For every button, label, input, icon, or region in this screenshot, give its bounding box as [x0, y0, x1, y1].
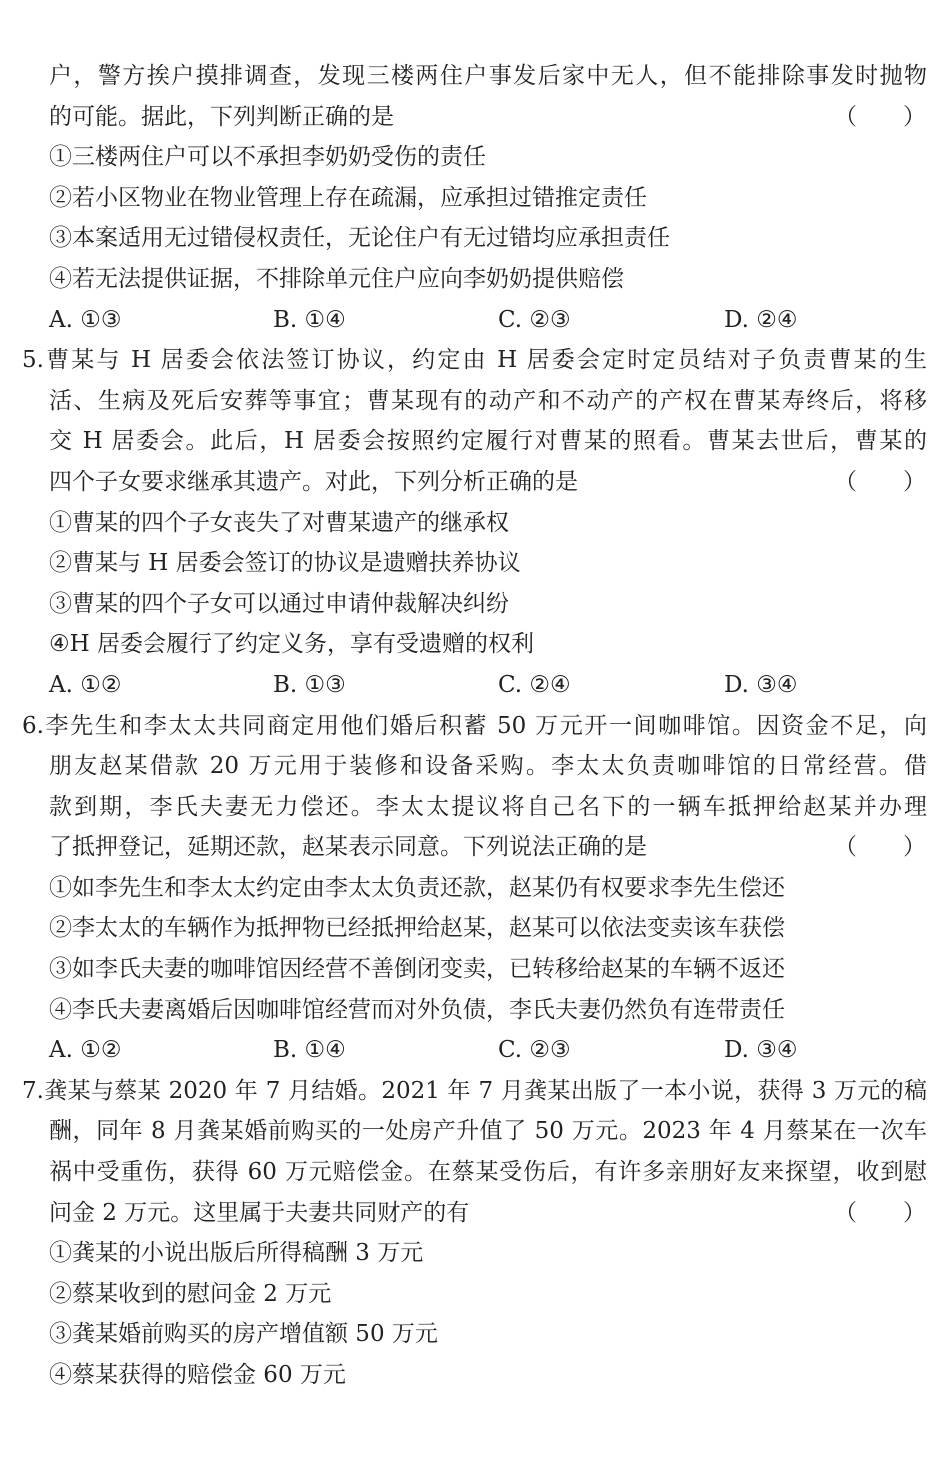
question-6-stem-line: 了抵押登记，延期还款，赵某表示同意。下列说法正确的是 （ ） [0, 827, 950, 868]
question-5-option-3: ③曹某的四个子女可以通过申请仲裁解决纠纷 [49, 590, 509, 617]
question-4-choices [0, 300, 950, 341]
choice-c: C. ②③ [498, 1037, 571, 1064]
question-5-stem-line: 交 H 居委会。此后，H 居委会按照约定履行对曹某的照看。曹某去世后，曹某的 [49, 428, 927, 455]
question-5-stem-line: 四个子女要求继承其遗产。对此，下列分析正确的是 （ ） [0, 462, 950, 503]
answer-bracket: （ ） [834, 1199, 926, 1226]
question-6-option-1: ①如李先生和李太太约定由李太太负责还款，赵某仍有权要求李先生偿还 [49, 874, 785, 901]
question-5-stem-line: 活、生病及死后安葬等事宜；曹某现有的动产和不动产的产权在曹某寿终后，将移 [49, 387, 927, 414]
question-7-stem-line: 7.龚某与蔡某 2020 年 7 月结婚。2021 年 7 月龚某出版了一本小说，获得 3 万元的稿 [0, 1071, 950, 1112]
choice-c: C. ②④ [498, 671, 571, 698]
choice-d: D. ③④ [724, 1037, 798, 1064]
question-7-stem-line: 祸中受重伤，获得 60 万元赔偿金。在蔡某受伤后，有许多亲朋好友来探望，收到慰 [49, 1159, 927, 1186]
choice-b: B. ①④ [273, 1037, 346, 1064]
question-7-option-1: ①龚某的小说出版后所得稿酬 3 万元 [49, 1240, 424, 1267]
choice-b: B. ①④ [273, 306, 346, 333]
question-number: 6. [22, 712, 44, 739]
question-6-stem-line: 6.李先生和李太太共同商定用他们婚后积蓄 50 万元开一间咖啡馆。因资金不足，向 [0, 706, 950, 747]
question-4-option-4: ④若无法提供证据，不排除单元住户应向李奶奶提供赔偿 [49, 265, 624, 292]
answer-bracket: （ ） [834, 834, 926, 861]
question-4 [0, 56, 950, 340]
question-number: 7. [22, 1077, 44, 1104]
question-5 [0, 340, 950, 705]
question-6 [0, 706, 950, 1071]
answer-bracket: （ ） [834, 103, 926, 130]
question-6-stem-line: 款到期，李氏夫妻无力偿还。李太太提议将自己名下的一辆车抵押给赵某并办理 [49, 793, 927, 820]
question-7-option-3: ③龚某婚前购买的房产增值额 50 万元 [49, 1321, 438, 1348]
choice-a: A. ①② [49, 671, 122, 698]
choice-d: D. ③④ [724, 671, 798, 698]
exam-page [0, 56, 950, 1396]
question-4-option-3: ③本案适用无过错侵权责任，无论住户有无过错均应承担责任 [49, 225, 670, 252]
choice-a: A. ①③ [49, 306, 122, 333]
question-5-option-2: ②曹某与 H 居委会签订的协议是遗赠扶养协议 [49, 550, 521, 577]
question-7-stem-line: 酬，同年 8 月龚某婚前购买的一处房产升值了 50 万元。2023 年 4 月蔡某在一次车 [49, 1118, 927, 1145]
question-4-stem-line: 户，警方挨户摸排调查，发现三楼两住户事发后家中无人，但不能排除事发时抛物 [49, 63, 927, 89]
question-6-option-2: ②李太太的车辆作为抵押物已经抵押给赵某，赵某可以依法变卖该车获偿 [49, 915, 785, 942]
question-6-option-4: ④李氏夫妻离婚后因咖啡馆经营而对外负债，李氏夫妻仍然负有连带责任 [49, 996, 785, 1023]
question-4-option-2: ②若小区物业在物业管理上存在疏漏，应承担过错推定责任 [49, 184, 647, 211]
question-5-option-1: ①曹某的四个子女丧失了对曹某遗产的继承权 [49, 509, 509, 536]
question-5-stem-line: 5.曹某与 H 居委会依法签订协议，约定由 H 居委会定时定员结对子负责曹某的生 [0, 340, 950, 381]
choice-b: B. ①③ [273, 671, 346, 698]
question-7 [0, 1071, 950, 1396]
choice-c: C. ②③ [498, 306, 571, 333]
question-5-option-4: ④H 居委会履行了约定义务，享有受遗赠的权利 [49, 631, 534, 658]
choice-a: A. ①② [49, 1037, 122, 1064]
question-6-choices [0, 1030, 950, 1071]
question-7-option-2: ②蔡某收到的慰问金 2 万元 [49, 1280, 332, 1307]
answer-bracket: （ ） [834, 468, 926, 495]
question-5-choices [0, 665, 950, 706]
question-7-stem-line: 问金 2 万元。这里属于夫妻共同财产的有 （ ） [0, 1193, 950, 1234]
question-6-option-3: ③如李氏夫妻的咖啡馆因经营不善倒闭变卖，已转移给赵某的车辆不返还 [49, 956, 785, 983]
choice-d: D. ②④ [724, 306, 798, 333]
question-number: 5. [22, 347, 44, 374]
question-4-option-1: ①三楼两住户可以不承担李奶奶受伤的责任 [49, 144, 486, 171]
question-7-option-4: ④蔡某获得的赔偿金 60 万元 [49, 1362, 346, 1388]
question-6-stem-line: 朋友赵某借款 20 万元用于装修和设备采购。李太太负责咖啡馆的日常经营。借 [49, 753, 927, 780]
question-4-stem-line: 的可能。据此，下列判断正确的是 （ ） [0, 97, 950, 138]
